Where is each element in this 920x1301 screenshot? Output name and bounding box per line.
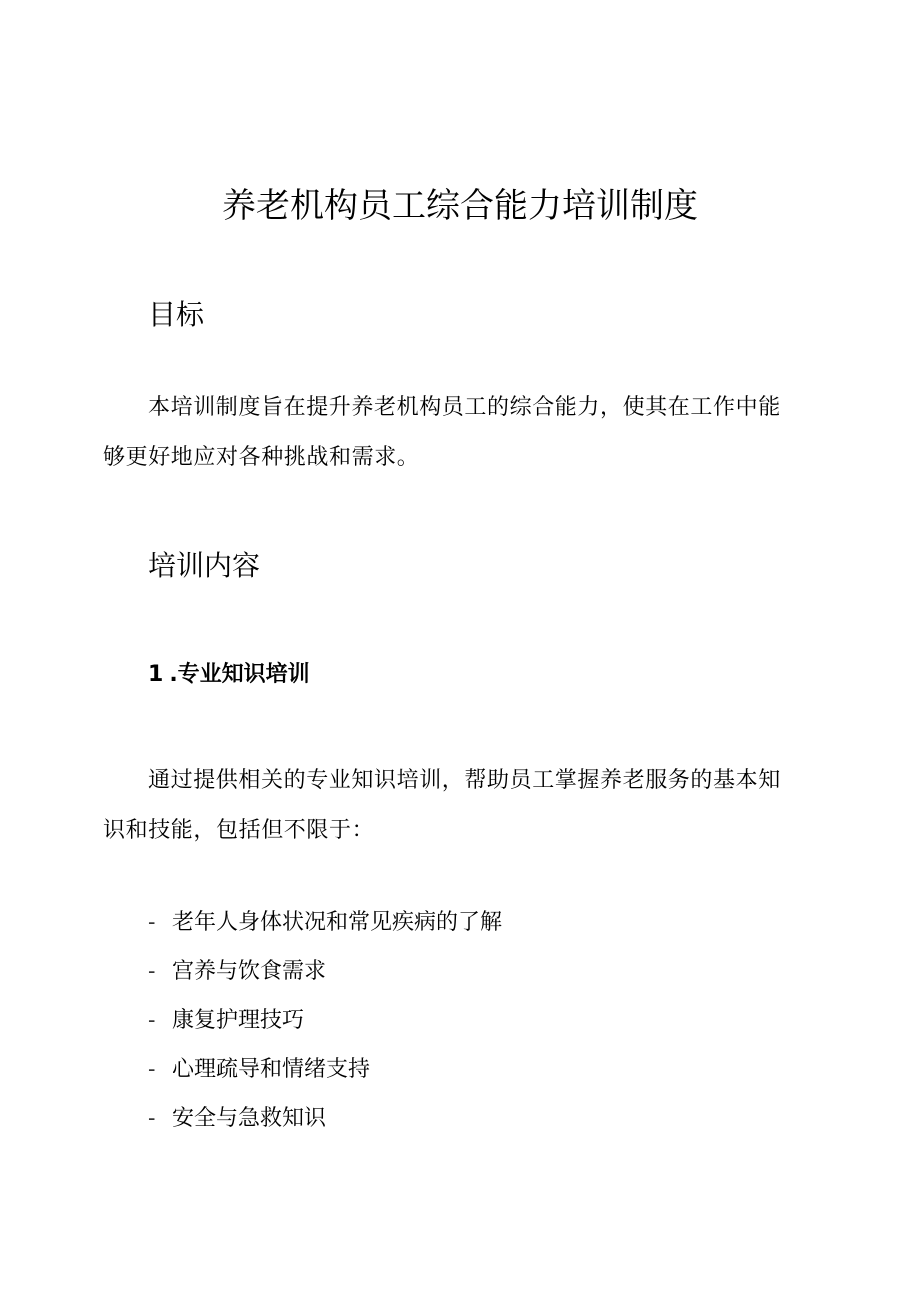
section-heading-goal: 目标 [148,298,205,331]
list-item-text: 康复护理技巧 [172,1008,305,1033]
list-item-text: 心理疏导和情绪支持 [172,1057,371,1082]
list-item-text: 宫养与饮食需求 [172,959,327,984]
document-title: 养老机构员工综合能力培训制度 [222,186,698,226]
list-item [148,947,502,996]
list-item-text: 老年人身体状况和常见疾病的了解 [172,910,503,935]
section-heading-training-content: 培训内容 [148,549,261,582]
goal-paragraph: 本培训制度旨在提升养老机构员工的综合能力，使其在工作中能够更好地应对各种挑战和需求。 [103,395,781,470]
bullet-dash: - [148,1106,156,1131]
list-item [148,1045,502,1094]
subsection-heading-professional-knowledge [148,660,310,690]
list-item [148,898,502,947]
list-item [148,1094,502,1143]
list-item-text: 安全与急救知识 [172,1106,327,1131]
list-item [148,996,502,1045]
bullet-dash: - [148,959,156,984]
bullet-dash: - [148,1008,156,1033]
training-topics-list [148,898,502,1143]
subsection-number: 1 [148,662,164,687]
professional-knowledge-paragraph: 通过提供相关的专业知识培训，帮助员工掌握养老服务的基本知识和技能，包括但不限于： [103,768,781,843]
subsection-title: .专业知识培训 [169,662,310,687]
bullet-dash: - [148,910,156,935]
bullet-dash: - [148,1057,156,1082]
